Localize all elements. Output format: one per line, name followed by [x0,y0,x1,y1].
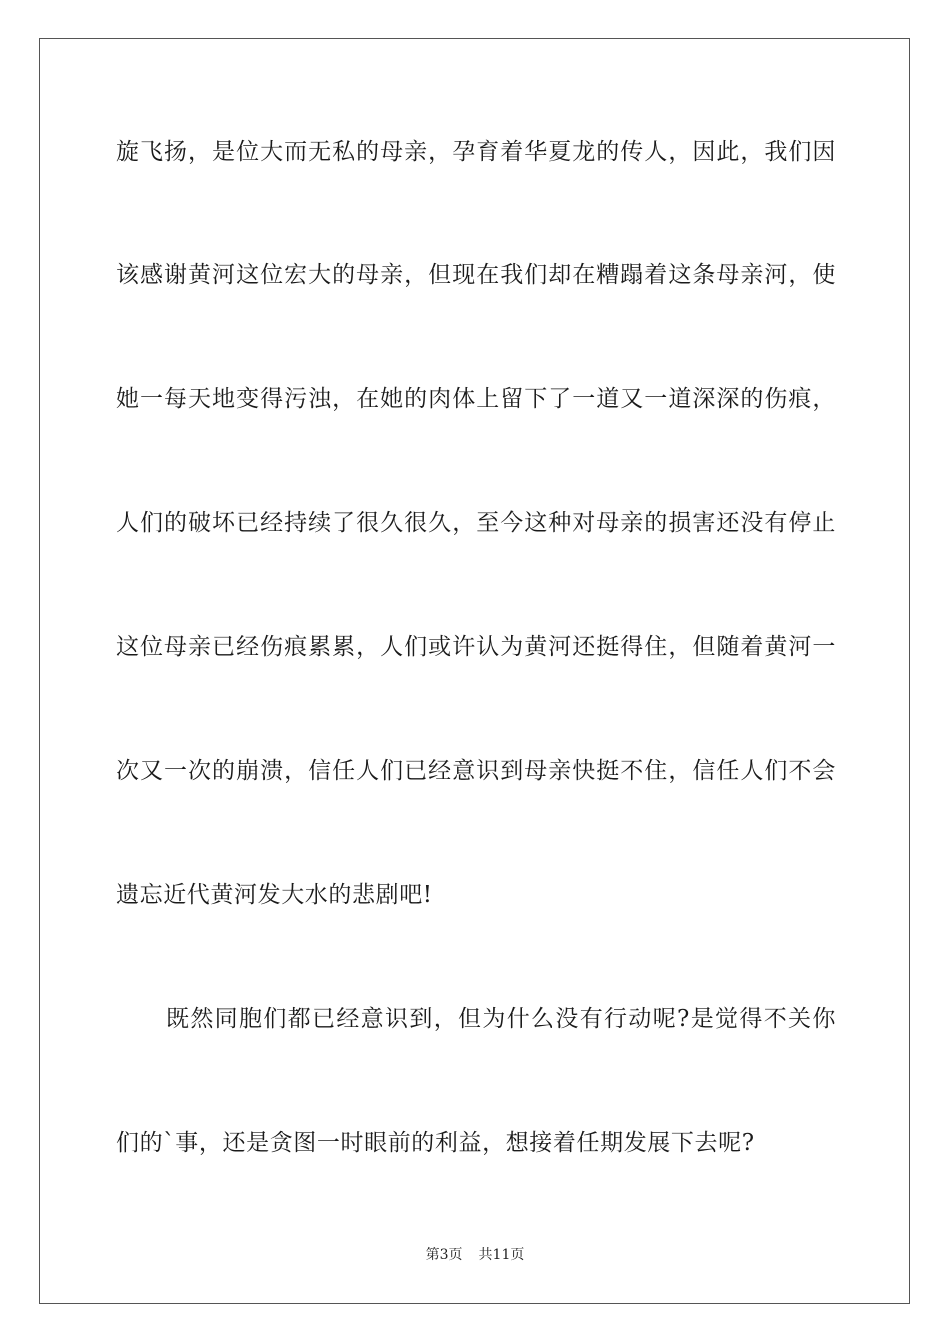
body-text-line: 们的`事，还是贪图一时眼前的利益，想接着任期发展下去呢? [116,1130,755,1156]
paragraph-first-line: 既然同胞们都已经意识到，但为什么没有行动呢?是觉得不关你 [166,1006,836,1032]
body-text-line: 这位母亲已经伤痕累累，人们或许认为黄河还挺得住，但随着黄河一 [116,634,836,660]
page-number: 第3页 [425,1247,463,1263]
page-border [39,38,910,1304]
page-total: 共11页 [478,1247,525,1263]
body-text-line: 该感谢黄河这位宏大的母亲，但现在我们却在糟蹋着这条母亲河，使 [116,262,836,288]
body-text-line: 遗忘近代黄河发大水的悲剧吧! [116,882,433,908]
body-text-line: 她一每天地变得污浊，在她的肉体上留下了一道又一道深深的伤痕， [116,386,836,412]
body-text-line: 次又一次的崩溃，信任人们已经意识到母亲快挺不住，信任人们不会 [116,758,836,784]
body-text-line: 人们的破坏已经持续了很久很久，至今这种对母亲的损害还没有停止 [116,510,836,536]
page-footer [0,1246,950,1264]
body-text-line: 旋飞扬，是位大而无私的母亲，孕育着华夏龙的传人，因此，我们因 [116,139,836,165]
